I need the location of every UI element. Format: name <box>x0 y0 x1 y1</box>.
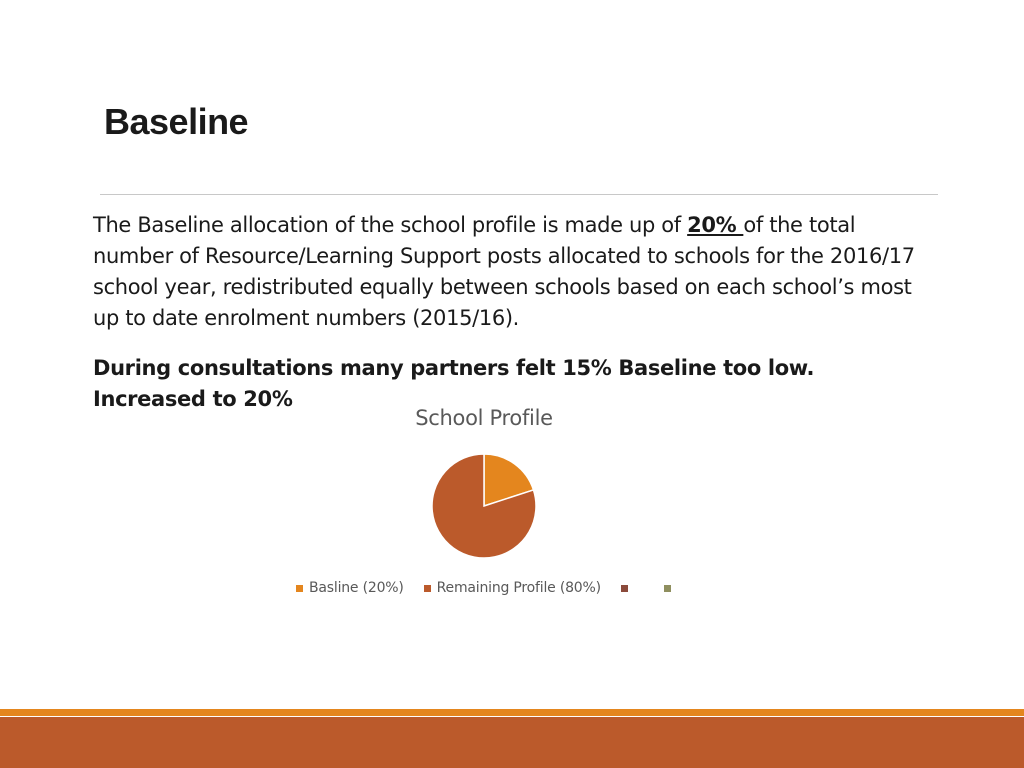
legend-swatch-3 <box>621 585 628 592</box>
legend-swatch-baseline <box>296 585 303 592</box>
legend-label-baseline: Basline (20%) <box>309 580 404 596</box>
slide-title: Baseline <box>104 101 249 142</box>
legend-swatch-4 <box>664 585 671 592</box>
description-text-end: of the total number of Resource/Learning Support posts allocated to schools for the 2016/17 school year, redistributed equally between schools based on each school’s most up to date enrolment numbers (2015/16). <box>93 213 915 330</box>
legend-swatch-remaining <box>424 585 431 592</box>
title-divider <box>100 194 938 195</box>
consultation-line-2: Increased to 20% <box>93 387 293 411</box>
legend-item-remaining <box>424 580 601 596</box>
legend-item-baseline <box>296 580 404 596</box>
pie-chart <box>424 446 544 566</box>
description-emphasis: 20% <box>687 213 744 237</box>
chart-title: School Profile <box>415 406 553 430</box>
chart-legend <box>296 578 707 598</box>
footer-accent-stripe <box>0 709 1024 716</box>
legend-item-3 <box>621 585 634 592</box>
baseline-description <box>93 210 933 334</box>
description-text-start: The Baseline allocation of the school profile is made up of <box>93 213 688 237</box>
footer-bar <box>0 717 1024 768</box>
legend-item-4 <box>664 585 677 592</box>
legend-label-remaining: Remaining Profile (80%) <box>436 580 601 596</box>
pie-slices <box>432 454 536 558</box>
consultation-line-1: During consultations many partners felt 15% Baseline too low. <box>93 356 815 380</box>
